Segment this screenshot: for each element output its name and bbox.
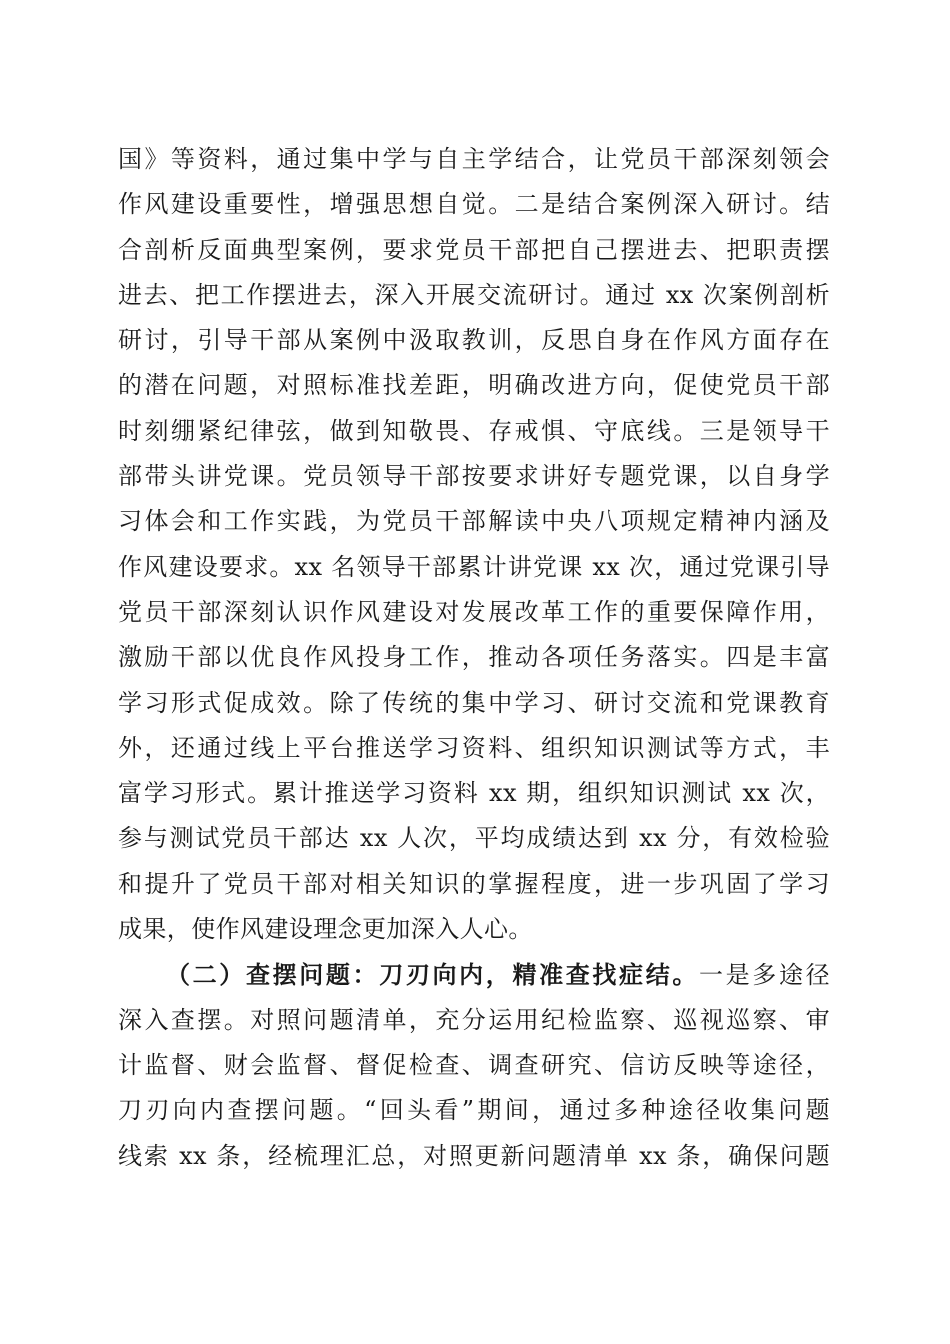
- text-line: 激励干部以优良作风投身工作，推动各项任务落实。四是丰富: [118, 643, 830, 672]
- text-line: 作风建设要求。xx 名领导干部累计讲党课 xx 次，通过党课引导: [118, 552, 830, 581]
- text-line: 富学习形式。累计推送学习资料 xx 期，组织知识测试 xx 次，: [118, 779, 830, 808]
- text-line: 习体会和工作实践，为党员干部解读中央八项规定精神内涵及: [118, 507, 830, 536]
- text-line: 研讨，引导干部从案例中汲取教训，反思自身在作风方面存在: [118, 326, 830, 355]
- text-line: 和提升了党员干部对相关知识的掌握程度，进一步巩固了学习: [118, 869, 830, 898]
- text-line: 的潜在问题，对照标准找差距，明确改进方向，促使党员干部: [118, 371, 830, 400]
- section-heading-line: [118, 952, 830, 997]
- text-line: 作风建设重要性，增强思想自觉。二是结合案例深入研讨。结: [118, 190, 830, 219]
- text-line: 深入查摆。对照问题清单，充分运用纪检监察、巡视巡察、审: [118, 1005, 830, 1034]
- text-line: 刀刃向内查摆问题。“回头看”期间，通过多种途径收集问题: [118, 1096, 830, 1125]
- text-line: 外，还通过线上平台推送学习资料、组织知识测试等方式，丰: [118, 733, 830, 762]
- text-line: 时刻绷紧纪律弦，做到知敬畏、存戒惧、守底线。三是领导干: [118, 416, 830, 445]
- text-line: 部带头讲党课。党员领导干部按要求讲好专题党课，以自身学: [118, 462, 830, 491]
- text-fragment: 一是多途径: [699, 961, 830, 990]
- text-line: 线索 xx 条，经梳理汇总，对照更新问题清单 xx 条，确保问题: [118, 1141, 830, 1170]
- text-line: 党员干部深刻认识作风建设对发展改革工作的重要保障作用，: [118, 597, 830, 626]
- text-line: 成果，使作风建设理念更加深入人心。: [118, 915, 533, 944]
- text-line: 参与测试党员干部达 xx 人次，平均成绩达到 xx 分，有效检验: [118, 824, 830, 853]
- text-line: 合剖析反面典型案例，要求党员干部把自己摆进去、把职责摆: [118, 235, 830, 264]
- text-line: 国》等资料，通过集中学与自主学结合，让党员干部深刻领会: [118, 145, 830, 173]
- text-line: 进去、把工作摆进去，深入开展交流研讨。通过 xx 次案例剖析: [118, 280, 830, 309]
- text-line: 计监督、财会监督、督促检查、调查研究、信访反映等途径，: [118, 1050, 830, 1079]
- text-line: 学习形式促成效。除了传统的集中学习、研讨交流和党课教育: [118, 688, 830, 717]
- section-heading: （二）查摆问题：刀刃向内，精准查找症结。: [166, 960, 699, 990]
- body-text: [118, 137, 830, 1179]
